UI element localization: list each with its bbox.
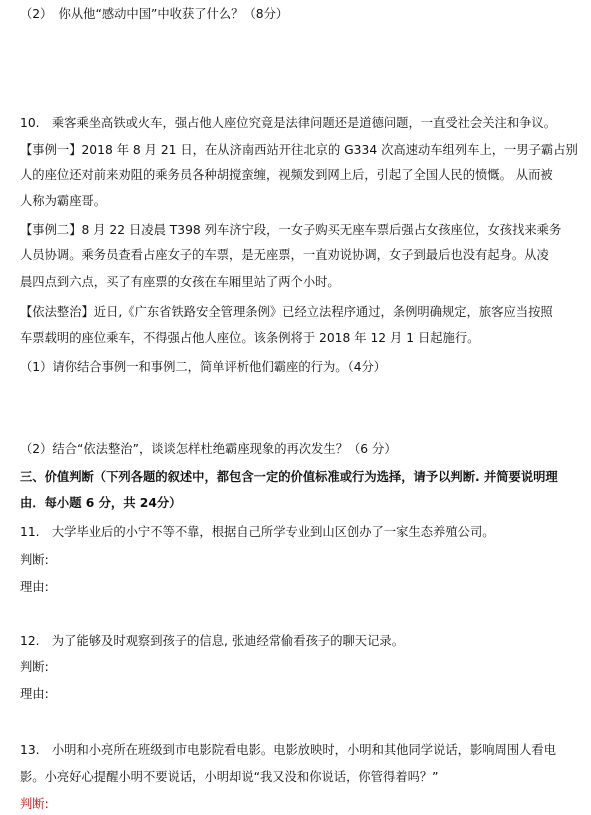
case-1-line-2: 人的座位还对前来劝阻的乘务员各种胡搅蛮缠，视频发到网上后，引起了全国人民的愤慨。 从而被 [20,168,553,182]
question-10-stem: 10. 乘客乘坐高铁或火车，强占他人座位究竟是法律问题还是道德问题，一直受社会关注和争议。 [20,116,557,130]
section-3-heading-line-2: 由．每小题 6 分，共 24分） [20,496,182,510]
case-2-line-1: 【事例二】8 月 22 日凌晨 T398 列车济宁段，一女子购买无座车票后强占女孩座位，女孩找来乘务 [20,223,562,237]
question-11-judge: 判断: [20,553,49,567]
question-12-judge: 判断: [20,660,49,674]
case-2-line-2: 人员协调。乘务员查看占座女子的车票，是无座票，一直劝说协调，女子到最后也没有起身。从凌 [20,248,549,262]
law-line-2: 车票载明的座位乘车，不得强占他人座位。该条例将于 2018 年 12 月 1 日起施行。 [20,331,480,345]
section-3-heading-line-1: 三、价值判断（下列各题的叙述中，都包含一定的价值标准或行为选择，请予以判断. 并简要说明理 [20,470,558,484]
question-11-stem: 11. 大学毕业后的小宁不等不靠，根据自己所学专业到山区创办了一家生态养殖公司。 [20,525,495,539]
law-line-1: 【依法整治】近日,《广东省铁路安全管理条例》已经立法程序通过，条例明确规定，旅客应当按照 [20,305,553,319]
question-13-stem-line-2: 影。小亮好心提醒小明不要说话，小明却说“我又没和你说话，你管得着吗？” [20,770,439,784]
question-13-judge: 判断: [20,797,49,811]
question-11-reason: 理由: [20,580,49,594]
case-2-line-3: 晨四点到六点，买了有座票的女孩在车厢里站了两个小时。 [20,275,340,289]
question-13-stem-line-1: 13. 小明和小亮所在班级到市电影院看电影。电影放映时，小明和其他同学说话，影响周围人看电 [20,743,557,757]
question-10-sub-1: （1）请你结合事例一和事例二，简单评析他们霸座的行为。（4分） [20,360,387,374]
question-12-reason: 理由: [20,687,49,701]
case-1-line-1: 【事例一】2018 年 8 月 21 日，在从济南西站开往北京的 G334 次高速动车组列车上，一男子霸占别 [20,143,578,157]
question-12-stem: 12. 为了能够及时观察到孩子的信息, 张迪经常偷看孩子的聊天记录。 [20,634,404,648]
case-1-line-3: 人称为霸座哥。 [20,194,107,208]
question-10-sub-2: （2）结合“依法整治”，谈谈怎样杜绝霸座现象的再次发生？（6 分） [20,442,397,456]
question-9-2: （2） 你从他“感动中国”中收获了什么？（8分） [20,7,289,21]
